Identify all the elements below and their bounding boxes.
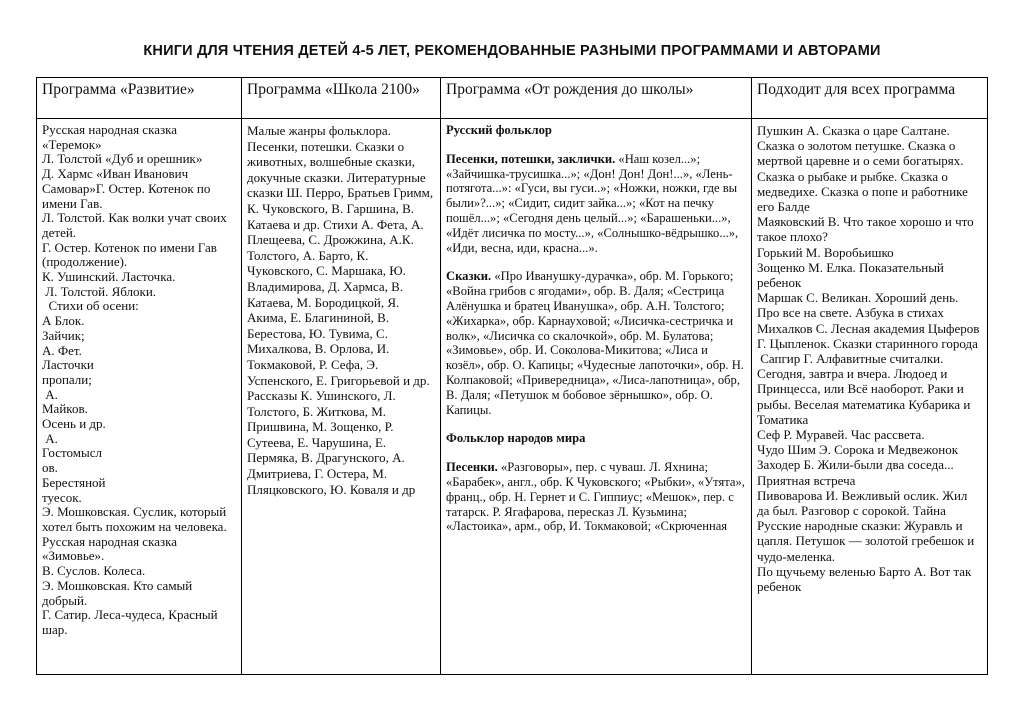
list-item: Майков.: [42, 401, 88, 417]
list-item: Зайчик;: [42, 327, 85, 343]
list-item: А.: [42, 430, 58, 446]
table-border-right: [987, 77, 988, 675]
list-item: Горький М. Воробьишко: [757, 244, 894, 260]
column-razvitie: [42, 123, 236, 638]
paragraph: [446, 460, 746, 534]
list-item: Пушкин А. Сказка о царе Салтане. Сказка о золотом петушке. Сказка о мертвой царевне и о семи богатырях. Сказка о рыбаке и рыбке. Сказка о медведихе. Сказка о попе и работнике его Балде: [757, 123, 968, 215]
list-item: В. Суслов. Колеса.: [42, 563, 146, 579]
list-item: Л. Толстой. Как волки учат своих детей.: [42, 210, 227, 240]
page-title: КНИГИ ДЛЯ ЧТЕНИЯ ДЕТЕЙ 4-5 ЛЕТ, РЕКОМЕНДОВАННЫЕ РАЗНЫМИ ПРОГРАММАМИ И АВТОРАМИ: [143, 43, 881, 59]
list-item: Берестяной: [42, 474, 106, 490]
header-ot-rozhdeniya: Программа «От рождения до школы»: [446, 81, 694, 98]
paragraph-text: «Разговоры», пер. с чуваш. Л. Яхнина; «Барабек», англ., обр. К Чуковского; «Рыбки», «Утята», франц., обр. Н. Гернет и С. Гиппиус; «Мешок», пер. с татарск. Р. Ягафарова, пересказ Л. Кузьмина; «Ластоика», арм., обр, И. Токмаковой; «Скрюченная: [446, 460, 745, 534]
list-item: Гостомысл: [42, 445, 102, 461]
spacer: [446, 446, 746, 460]
column-all-programs: [757, 123, 981, 594]
spacer: [446, 417, 746, 431]
list-item: Заходер Б. Жили-были два соседа... Приятная встреча: [757, 457, 954, 488]
list-item: Л. Толстой. Яблоки.: [42, 283, 157, 299]
list-item: Русская народная сказка «Теремок»: [42, 122, 177, 152]
list-item: Русская народная сказка «Зимовье».: [42, 533, 177, 564]
list-item: Пивоварова И. Вежливый ослик. Жил да был. Разговор с сорокой. Тайна Русские народные сказки: Журавль и цапля. Петушок — золотой гребешок и чудо-меленка.: [757, 487, 975, 564]
paragraph-text: «Наш козел...»; «Зайчишка-трусишка...»; «Дон! Дон! Дон!...», «Лень-потягота...»: «Гуси, вы гуси..»; «Ножки, ножки, где вы были»?...»; «Сидит, сидит зайка...»; «Кот на печку пошёл...»; «Сегодня день целый...»; «Барашеньки...», «Идёт лисичка по мосту...», «Солнышко-вёдрышко...», «Иди, весна, иди, красна...».: [446, 151, 739, 255]
spacer: [446, 138, 746, 152]
list-item: Сеф Р. Муравей. Час рассвета.: [757, 427, 925, 443]
list-item: ов.: [42, 460, 58, 476]
list-item: По щучьему веленью Барто А. Вот так ребенок: [757, 563, 972, 595]
list-item: А.: [42, 386, 58, 402]
column-ot-rozhdeniya: [446, 123, 746, 534]
paragraph-text: «Про Иванушку-дурачка», обр. М. Горького; «Война грибов с ягодами», обр. В. Даля; «Сестрица Алёнушка и братец Иванушка», обр. А.Н. Толстого; «Жихарка», обр. Карнауховой; «Лисичка-сестричка и волк», «Лисичка со скалочкой», обр. М. Булатова; «Зимовье», обр. И. Соколова-Микитова; «Лиса и козёл», обр. О. Капицы; «Чудесные лапоточки», обр. Н. Колпаковой; «Привередница», «Лиса-лапотница», обр, В. Даля; «Петушок м бобовое зёрнышко», обр. О. Капицы.: [446, 269, 744, 417]
table-border-left: [36, 77, 37, 675]
column-divider: [751, 77, 752, 675]
list-item: Осень и др.: [42, 416, 106, 432]
paragraph: Малые жанры фольклора. Песенки, потешки. Сказки о животных, волшебные сказки, докучные сказки. Литературные сказки Ш. Перро, Братьев Гримм, К. Чуковского, В. Гаршина, В. Катаева и др. Стихи А. Фета, А. Плещеева, С. Дрожжина, А.К. Толстого, А. Барто, К. Чуковского, С. Маршака, Ю. Владимирова, Д. Хармса, В. Катаева, М. Бородицкой, Я. Акима, Е. Благининой, В. Берестова, Ю. Тувима, С. Михалкова, В. Орлова, И. Токмаковой, Р. Сефа, Э. Успенского, Е. Григорьевой и др. Рассказы К. Ушинского, Л. Толстого, Б. Житкова, М. Пришвина, М. Зощенко, Р. Сутеева, Е. Чарушина, Е. Пермяка, В. Драгунского, А. Дмитриева, Г. Остера, М. Пляцковского, Ю. Коваля и др: [247, 123, 434, 497]
list-item: Э. Мошковская. Кто самый добрый.: [42, 577, 193, 608]
spacer: [446, 255, 746, 269]
section-heading: Русский фольклор: [446, 123, 552, 137]
list-item: А Блок.: [42, 313, 85, 329]
list-item: Г. Остер. Котенок по имени Гав (продолжение).: [42, 239, 217, 270]
paragraph-label: Песенки.: [446, 460, 498, 475]
list-item: Сапгир Г. Алфавитные считалки. Сегодня, завтра и вчера. Людоед и Принцесса, или Всё наоборот. Раки и рыбы. Веселая математика Кубарика и Томатика: [757, 351, 974, 427]
list-item: Маяковский В. Что такое хорошо и что такое плохо?: [757, 214, 974, 245]
list-item: Л. Толстой «Дуб и орешник»: [42, 151, 203, 167]
paragraph: [446, 152, 746, 256]
column-divider: [241, 77, 242, 675]
list-item: Э. Мошковская. Суслик, который хотел быть похожим на человека.: [42, 504, 227, 534]
list-item: А. Фет.: [42, 342, 82, 358]
header-all-programs: Подходит для всех программа: [757, 81, 956, 98]
list-item: Ласточки: [42, 357, 94, 373]
section-heading: Фольклор народов мира: [446, 431, 586, 446]
list-item: Чудо Шим Э. Сорока и Медвежонок: [757, 442, 959, 458]
list-item: Маршак С. Великан. Хороший день. Про все на свете. Азбука в стихах Михалков С. Лесная академия Цыферов Г. Цыпленок. Сказки старинного города: [757, 290, 980, 351]
column-divider: [440, 77, 441, 675]
list-item: Д. Хармс «Иван Иванович Самовар»Г. Остер. Котенок по имени Гав.: [42, 166, 211, 211]
header-divider: [36, 118, 988, 119]
paragraph-label: Сказки.: [446, 269, 492, 284]
paragraph-label: Песенки, потешки, заклички.: [446, 151, 616, 166]
list-item: пропали;: [42, 371, 92, 387]
table-border-bottom: [36, 674, 988, 675]
list-item: Г. Сатир. Леса-чудеса, Красный шар.: [42, 607, 218, 637]
list-item: Стихи об осени:: [42, 298, 139, 314]
table-border-top: [36, 77, 988, 78]
paragraph: [446, 269, 746, 417]
list-item: К. Ушинский. Ласточка.: [42, 269, 176, 285]
list-item: туесок.: [42, 489, 82, 505]
header-razvitie: Программа «Развитие»: [42, 81, 195, 98]
header-shkola-2100: Программа «Школа 2100»: [247, 81, 420, 98]
list-item: Зощенко М. Елка. Показательный ребенок: [757, 259, 944, 291]
column-shkola-2100: [247, 123, 435, 497]
